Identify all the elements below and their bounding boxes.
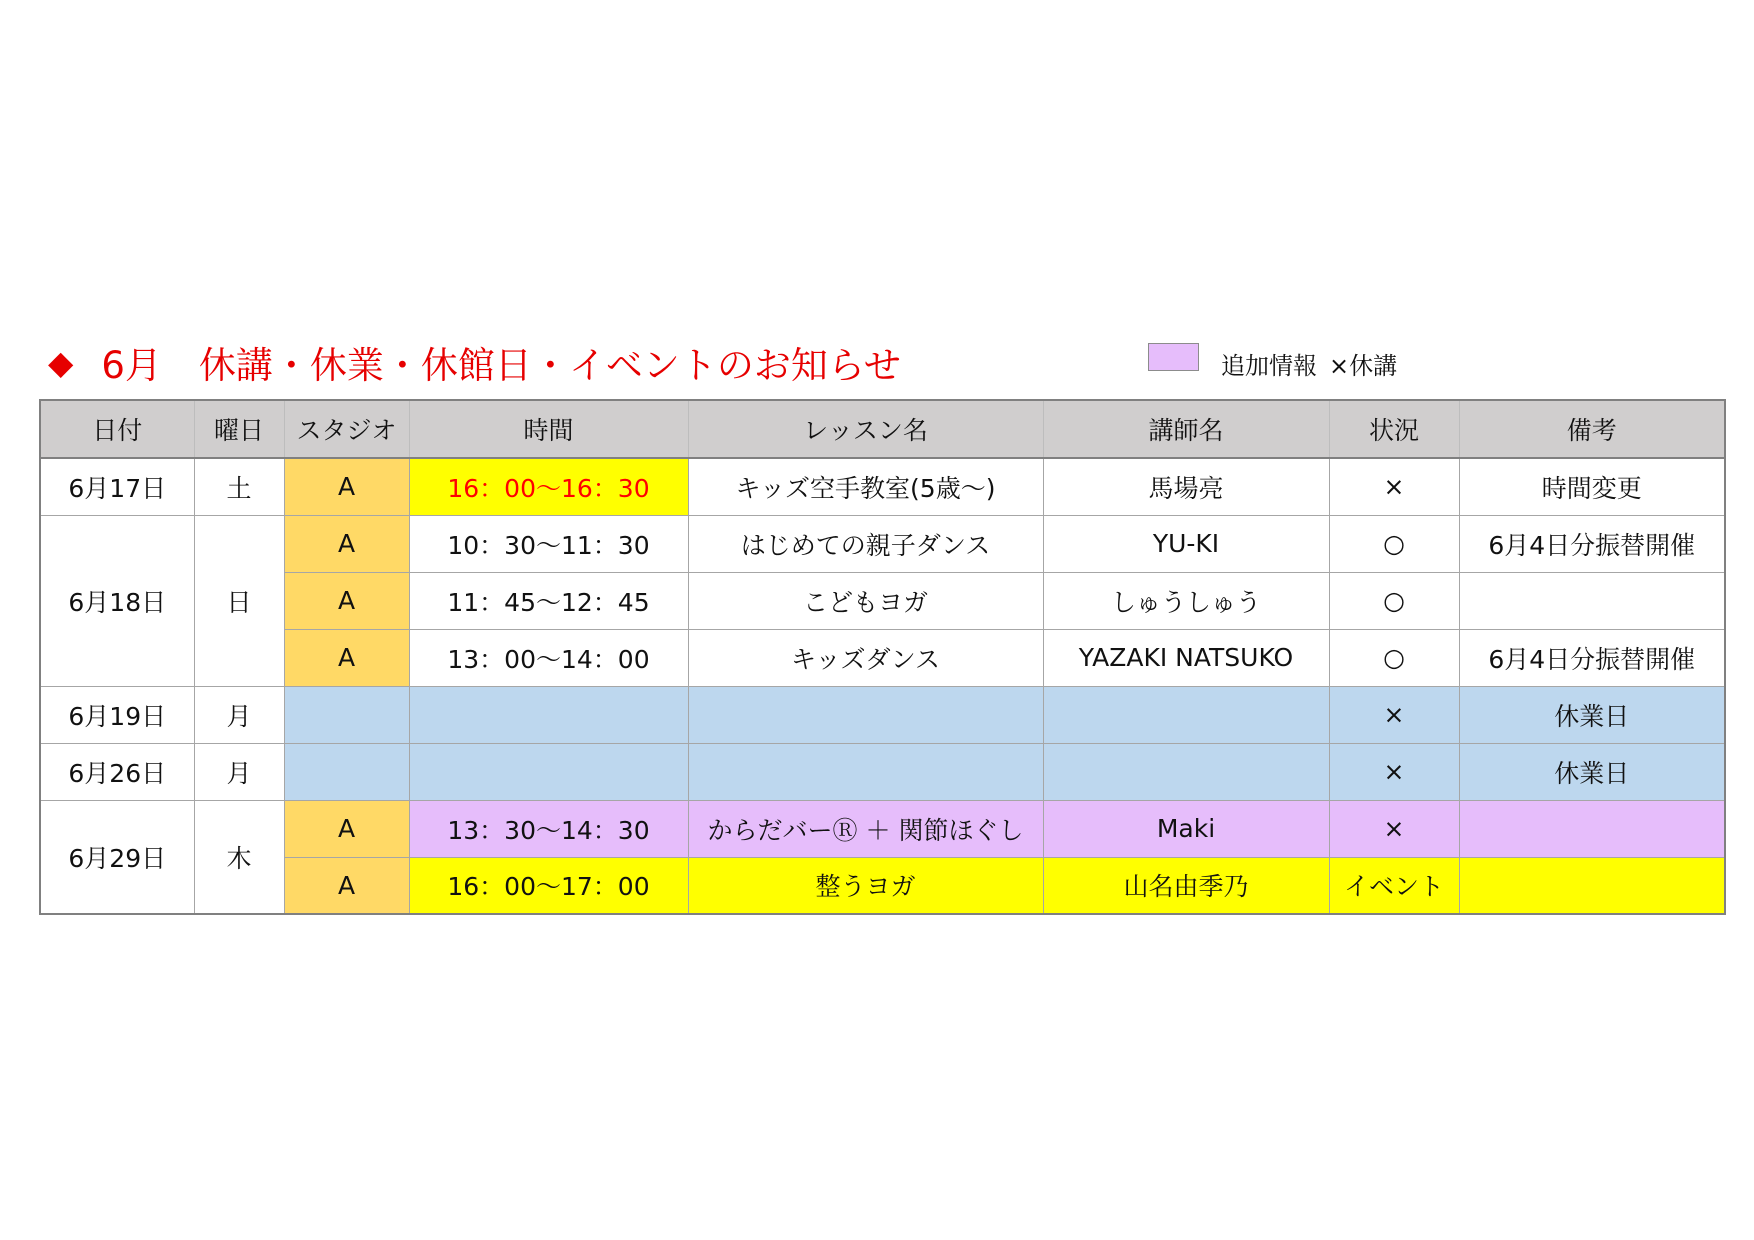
studio-cell: A (284, 629, 409, 686)
note-cell: 6月4日分振替開催 (1459, 629, 1725, 686)
note-cell (1459, 800, 1725, 857)
table-row (40, 515, 1725, 572)
time-cell: 13：00～14：00 (409, 629, 688, 686)
status-cell: イベント (1329, 857, 1459, 914)
time-cell (409, 686, 688, 743)
legend-additional-swatch (1148, 343, 1199, 371)
instructor-cell: Maki (1043, 800, 1329, 857)
status-cell: × (1329, 458, 1459, 515)
header-date: 日付 (40, 400, 194, 458)
table-row (40, 686, 1725, 743)
lesson-cell: からだバーⓇ ＋ 関節ほぐし (688, 800, 1043, 857)
lesson-cell: 整うヨガ (688, 857, 1043, 914)
table-row (40, 743, 1725, 800)
status-cell: × (1329, 686, 1459, 743)
studio-cell (284, 686, 409, 743)
header-weekday: 曜日 (194, 400, 284, 458)
studio-cell: A (284, 458, 409, 515)
date-cell: 6月29日 (40, 800, 194, 914)
studio-cell: A (284, 800, 409, 857)
time-cell: 16：00～16：30 (409, 458, 688, 515)
status-cell: × (1329, 800, 1459, 857)
lesson-cell: こどもヨガ (688, 572, 1043, 629)
header-studio: スタジオ (284, 400, 409, 458)
studio-cell: A (284, 857, 409, 914)
table-row (40, 857, 1725, 914)
page-title (48, 338, 901, 386)
header-row (40, 400, 1725, 458)
header-lesson: レッスン名 (688, 400, 1043, 458)
note-cell: 6月4日分振替開催 (1459, 515, 1725, 572)
note-cell: 休業日 (1459, 686, 1725, 743)
status-cell: ○ (1329, 572, 1459, 629)
header-status: 状況 (1329, 400, 1459, 458)
date-cell: 6月19日 (40, 686, 194, 743)
header-note: 備考 (1459, 400, 1725, 458)
status-cell: × (1329, 743, 1459, 800)
note-cell: 時間変更 (1459, 458, 1725, 515)
time-cell: 16：00～17：00 (409, 857, 688, 914)
page-title-text: 6月 休講・休業・休館日・イベントのお知らせ (101, 344, 901, 387)
lesson-cell: はじめての親子ダンス (688, 515, 1043, 572)
instructor-cell: YAZAKI NATSUKO (1043, 629, 1329, 686)
lesson-cell: キッズ空手教室(5歳～) (688, 458, 1043, 515)
header-instructor: 講師名 (1043, 400, 1329, 458)
instructor-cell: 山名由季乃 (1043, 857, 1329, 914)
time-cell (409, 743, 688, 800)
weekday-cell: 月 (194, 743, 284, 800)
table-row (40, 800, 1725, 857)
weekday-cell: 木 (194, 800, 284, 914)
studio-cell (284, 743, 409, 800)
date-cell: 6月17日 (40, 458, 194, 515)
weekday-cell: 土 (194, 458, 284, 515)
legend-additional-label: 追加情報 (1221, 351, 1317, 380)
table-row (40, 572, 1725, 629)
note-cell (1459, 572, 1725, 629)
status-cell: ○ (1329, 629, 1459, 686)
time-cell: 10：30～11：30 (409, 515, 688, 572)
note-cell (1459, 857, 1725, 914)
instructor-cell (1043, 686, 1329, 743)
diamond-icon: ◆ (48, 342, 74, 382)
weekday-cell: 月 (194, 686, 284, 743)
instructor-cell: YU-KI (1043, 515, 1329, 572)
date-cell: 6月26日 (40, 743, 194, 800)
lesson-cell (688, 686, 1043, 743)
legend (1148, 343, 1398, 380)
instructor-cell: 馬場亮 (1043, 458, 1329, 515)
schedule-table (39, 399, 1726, 915)
studio-cell: A (284, 572, 409, 629)
table-row (40, 458, 1725, 515)
time-cell: 13：30～14：30 (409, 800, 688, 857)
weekday-cell: 日 (194, 515, 284, 686)
date-cell: 6月18日 (40, 515, 194, 686)
header-time: 時間 (409, 400, 688, 458)
instructor-cell: しゅうしゅう (1043, 572, 1329, 629)
table-row (40, 629, 1725, 686)
studio-cell: A (284, 515, 409, 572)
time-cell: 11：45～12：45 (409, 572, 688, 629)
legend-cancelled-label: ×休講 (1329, 351, 1398, 380)
note-cell: 休業日 (1459, 743, 1725, 800)
lesson-cell: キッズダンス (688, 629, 1043, 686)
lesson-cell (688, 743, 1043, 800)
instructor-cell (1043, 743, 1329, 800)
status-cell: ○ (1329, 515, 1459, 572)
